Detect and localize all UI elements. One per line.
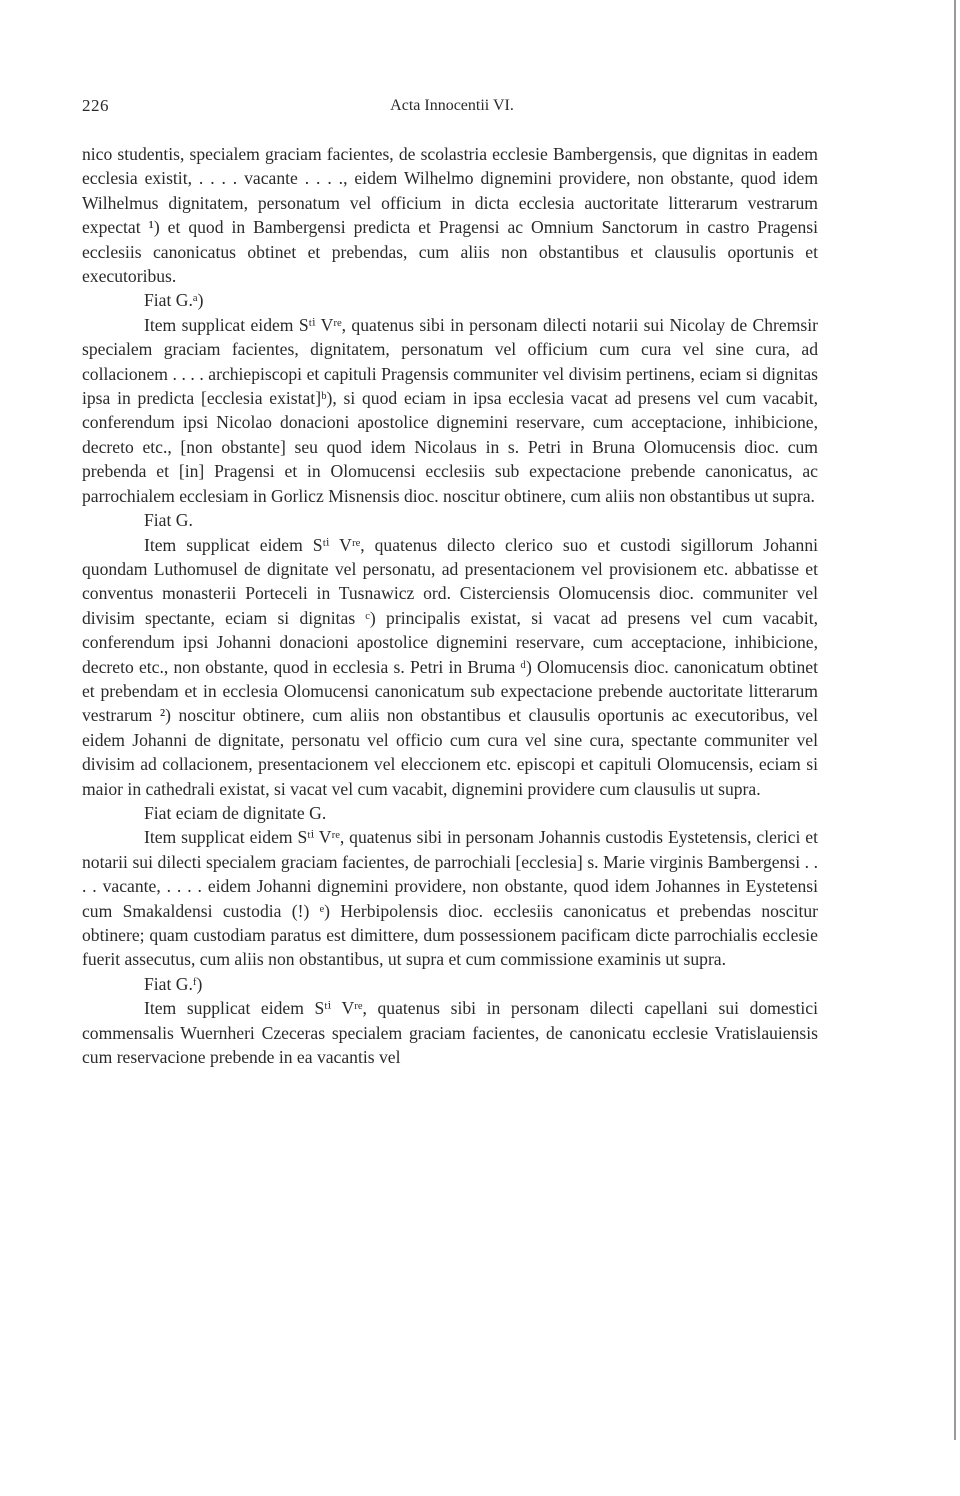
page-edge-line [954, 0, 956, 1440]
paragraph-nicolay: Item supplicat eidem Sᵗⁱ Vʳᵉ, quatenus sibi in personam dilecti notarii sui Nicolay de Chremsir specialem graciam facientes, dignitatem, personatum vel officium cum cura vel sine cura, ad collacionem . . . . archiepiscopi et capituli Pragensis communiter vel divisim pertinens, eciam si dignitas ipsa in predicta [ecclesia existat]ᵇ), si quod eciam in ipsa ecclesia vacat ad presens vel cum vacabit, conferendum ipsi Nicolao donacioni apostolice dignemini reservare, cum acceptacione, inhibicione, decreto etc., [non obstante] seu quod idem Nicolaus in s. Petri in Bruna Olomucensis dioc. cum prebenda et [in] Pragensi et in Olomucensi ecclesiis sub expectacione prebende canonicatus, ac parrochialem ecclesiam in Gorlicz Misnensis dioc. noscitur obtinere, cum aliis non obstantibus ut supra. [82, 314, 818, 506]
paragraph-continuation: nico studentis, specialem graciam facientes, de scolastria ecclesie Bambergensis, que dignitas in eadem ecclesia existit, . . . . vacante . . . ., eidem Wilhelmo dignemini providere, non obstante, quod idem Wilhelmus dignitatem, personatum vel officium in dicta ecclesia auctoritate litterarum vestrarum expectat ¹) et quod in Bambergensi predicta et Pragensi ac Omnium Sanctorum in castro Pragensi ecclesiis canonicatus obtinet et prebendas, cum aliis non obstantibus et clausulis oportunis et executoribus. [82, 144, 818, 287]
page-number: 226 [82, 96, 109, 115]
paragraph-wuernheri: Item supplicat eidem Sᵗⁱ Vʳᵉ, quatenus sibi in personam dilecti capellani sui domestici commensalis Wuernheri Czeceras specialem graciam facientes, de canonicatu ecclesie Vratislauiensis cum reservacione prebende in ea vacantis vel [82, 998, 818, 1068]
body-text [82, 142, 818, 1069]
fiat-line-3: Fiat eciam de dignitate G. [144, 802, 327, 823]
fiat-line-1: Fiat G.ᵃ) [144, 290, 204, 311]
running-title: Acta Innocentii VI. [390, 97, 514, 114]
paragraph-johanni-luthomusel: Item supplicat eidem Sᵗⁱ Vʳᵉ, quatenus dilecto clerico suo et custodi sigillorum Johanni quondam Luthomusel de dignitate vel personatu, ad presentacionem vel provisionem etc. abbatisse et conventus monasterii Porteceli in Tusnawicz ord. Cisterciensis Olomucensis dioc. communiter vel divisim spectante, eciam si dignitas ᶜ) principalis existat, si vacat ad presens vel cum vacabit, conferendum ipsi Johanni donacioni apostolice dignemini reservare, cum acceptacione, inhibicione, decreto etc., non obstante, quod in ecclesia s. Petri in Bruma ᵈ) Olomucensis dioc. canonicatum obtinet et prebendam et in ecclesia Olomucensi canonicatum sub expectacione prebende auctoritate litterarum vestrarum ²) noscitur obtinere, cum aliis non obstantibus et clausulis oportunis ac executoribus, vel eidem Johanni de dignitate, personatu vel officio cum cura vel sine cura, spectante communiter vel divisim ad collacionem, presentacionem vel eleccionem etc. episcopi et capituli Olomucensis, eciam si maior in cathedrali existat, si vacat vel cum vacabit, dignemini providere cum clausulis ut supra. [82, 534, 818, 799]
fiat-line-4: Fiat G.ᶠ) [144, 973, 203, 994]
fiat-line-2: Fiat G. [144, 510, 193, 531]
paragraph-johannis-custodis: Item supplicat eidem Sᵗⁱ Vʳᵉ, quatenus sibi in personam Johannis custodis Eystetensis, clerici et notarii sui dilecti specialem graciam facientes, de parrochiali [ecclesia] s. Marie virginis Bambergensi . . . . vacante, . . . . eidem Johanni dignemini providere, non obstante, quod idem Johannes in Eystetensi cum Smakaldensi custodia (!) ᵉ) Herbipolensis dioc. ecclesiis canonicatus et prebendas noscitur obtinere; quam custodiam paratus est dimittere, dum possessionem pacificam dicte parrochialis ecclesie fuerit assecutus, cum aliis non obstantibus, ut supra et cum commissione examinis ut supra. [82, 827, 818, 970]
page-header [82, 94, 818, 118]
